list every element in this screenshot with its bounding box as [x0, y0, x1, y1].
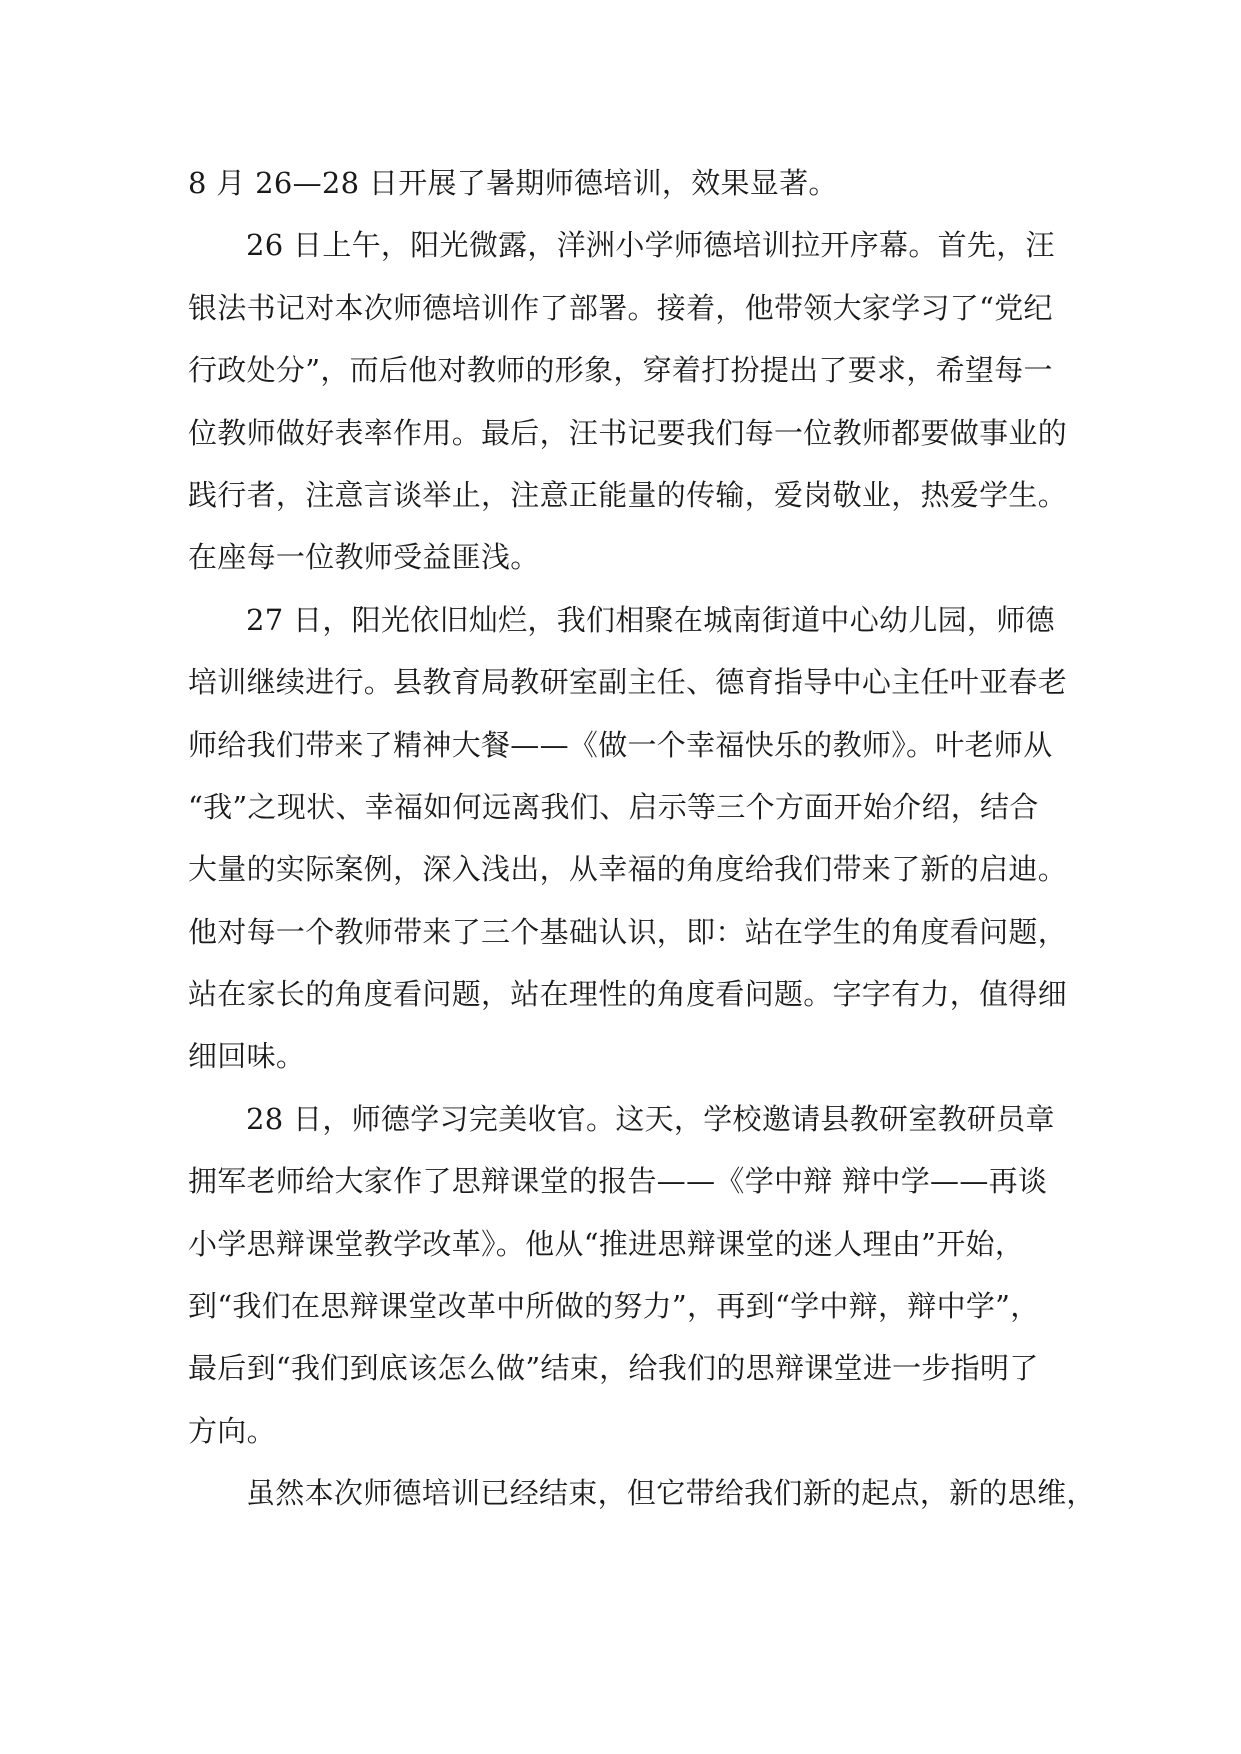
text-line: 银法书记对本次师德培训作了部署。接着，他带领大家学习了“党纪: [188, 290, 1053, 325]
text-line: 最后到“我们到底该怎么做”结束，给我们的思辩课堂进一步指明了: [188, 1351, 1039, 1386]
paragraph-start-line: 27 日，阳光依旧灿烂，我们相聚在城南街道中心幼儿园，师德: [246, 602, 1055, 637]
paragraph-start-line: 虽然本次师德培训已经结束，但它带给我们新的起点，新的思维，: [246, 1476, 1096, 1511]
text-line: 拥军老师给大家作了思辩课堂的报告——《学中辩 辩中学——再谈: [188, 1164, 1048, 1199]
text-line: 站在家长的角度看问题，站在理性的角度看问题。字字有力，值得细: [188, 977, 1068, 1012]
text-line: 位教师做好表率作用。最后，汪书记要我们每一位教师都要做事业的: [188, 415, 1068, 450]
text-line: 方向。: [188, 1413, 276, 1448]
text-line: 小学思辩课堂教学改革》。他从“推进思辩课堂的迷人理由”开始，: [188, 1226, 1025, 1261]
text-line: 细回味。: [188, 1039, 306, 1074]
text-line: 培训继续进行。县教育局教研室副主任、德育指导中心主任叶亚春老: [188, 665, 1068, 700]
text-line: “我”之现状、幸福如何远离我们、启示等三个方面开始介绍，结合: [188, 789, 1039, 824]
text-line: 他对每一个教师带来了三个基础认识，即：站在学生的角度看问题，: [188, 914, 1068, 949]
text-line: 到“我们在思辩课堂改革中所做的努力”，再到“学中辩，辩中学”，: [188, 1289, 1040, 1324]
text-line: 师给我们带来了精神大餐——《做一个幸福快乐的教师》。叶老师从: [188, 727, 1053, 762]
text-line: 践行者，注意言谈举止，注意正能量的传输，爱岗敬业，热爱学生。: [188, 477, 1068, 512]
paragraph-start-line: 26 日上午，阳光微露，洋洲小学师德培训拉开序幕。首先，汪: [246, 228, 1055, 263]
document-body: [188, 152, 1096, 1525]
text-line: 8 月 26—28 日开展了暑期师德培训，效果显著。: [188, 166, 838, 200]
text-line: 在座每一位教师受益匪浅。: [188, 540, 540, 575]
paragraph-start-line: 28 日，师德学习完美收官。这天，学校邀请县教研室教研员章: [246, 1101, 1055, 1136]
text-line: 大量的实际案例，深入浅出，从幸福的角度给我们带来了新的启迪。: [188, 852, 1068, 887]
text-line: 行政处分”，而后他对教师的形象，穿着打扮提出了要求，希望每一: [188, 353, 1053, 388]
